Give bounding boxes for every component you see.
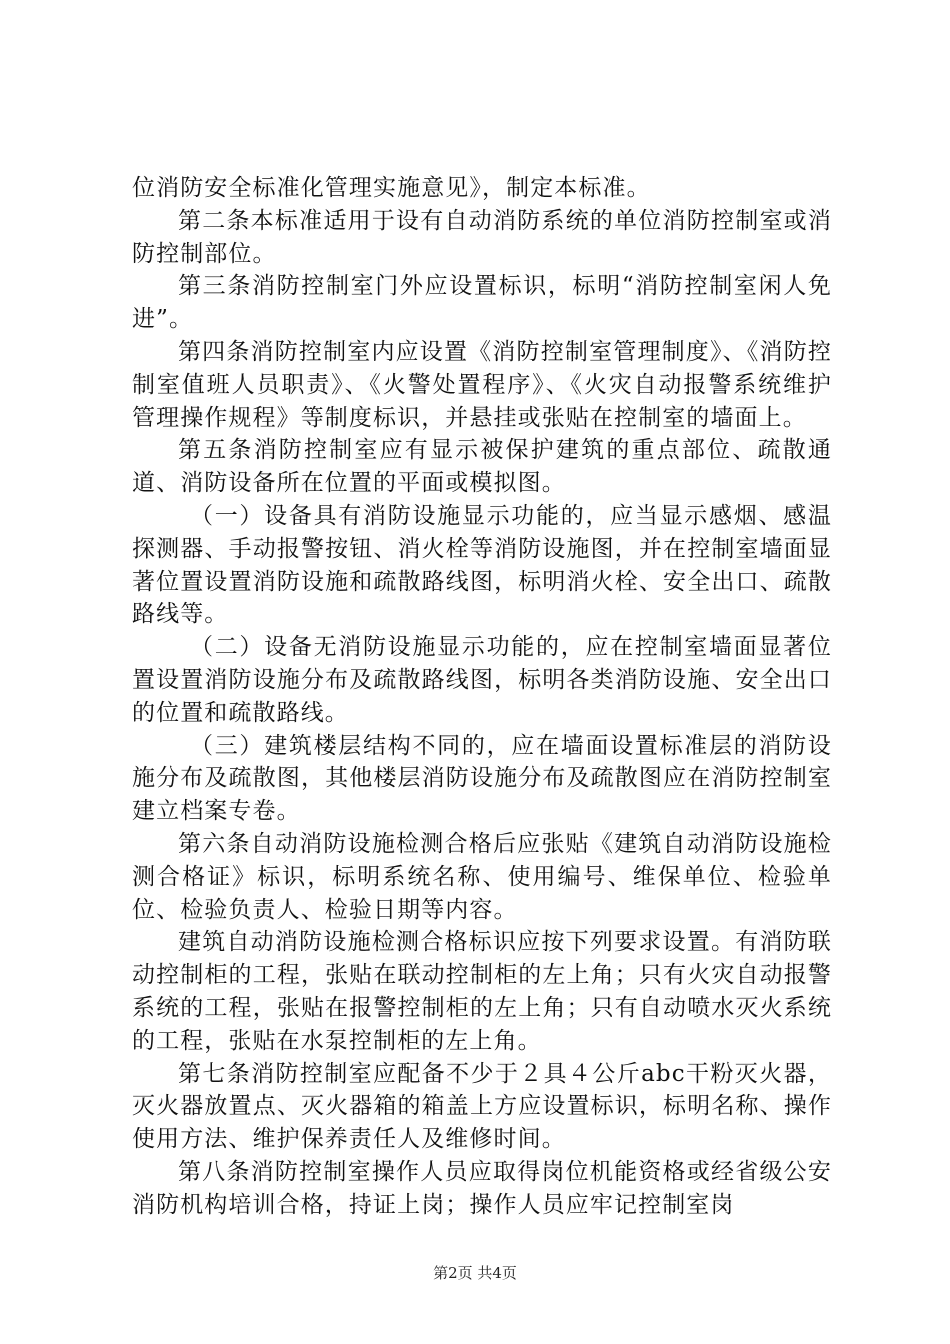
document-body: [132, 172, 832, 1222]
paragraph-article-6-label-rules: 建筑自动消防设施检测合格标识应按下列要求设置。有消防联动控制柜的工程，张贴在联动控制柜的左上角；只有火灾自动报警系统的工程，张贴在报警控制柜的左上角；只有自动喷水灭火系统的工程，张贴在水泵控制柜的左上角。: [132, 929, 832, 1054]
paragraph-item-1: （一）设备具有消防设施显示功能的，应当显示感烟、感温探测器、手动报警按钮、消火栓等消防设施图，并在控制室墙面显著位置设置消防设施和疏散路线图，标明消火栓、安全出口、疏散路线等。: [132, 502, 832, 628]
paragraph-article-4: 第四条消防控制室内应设置《消防控制室管理制度》、《消防控制室值班人员职责》、《火警处置程序》、《火灾自动报警系统维护管理操作规程》等制度标识，并悬挂或张贴在控制室的墙面上。: [132, 338, 832, 431]
paragraph-article-8: 第八条消防控制室操作人员应取得岗位机能资格或经省级公安消防机构培训合格，持证上岗；操作人员应牢记控制室岗: [132, 1158, 832, 1218]
paragraph-article-3: 第三条消防控制室门外应设置标识，标明“消防控制室闲人免进”。: [132, 273, 832, 333]
paragraph-item-2: （二）设备无消防设施显示功能的，应在控制室墙面显著位置设置消防设施分布及疏散路线图，标明各类消防设施、安全出口的位置和疏散路线。: [132, 634, 832, 726]
paragraph-article-2: 第二条本标准适用于设有自动消防系统的单位消防控制室或消防控制部位。: [132, 207, 832, 267]
paragraph-article-5: 第五条消防控制室应有显示被保护建筑的重点部位、疏散通道、消防设备所在位置的平面或模拟图。: [132, 437, 832, 497]
paragraph-item-3: （三）建筑楼层结构不同的，应在墙面设置标准层的消防设施分布及疏散图，其他楼层消防设施分布及疏散图应在消防控制室建立档案专卷。: [132, 732, 832, 825]
paragraph-article-7: 第七条消防控制室应配备不少于２具４公斤abc干粉灭火器，灭火器放置点、灭火器箱的箱盖上方应设置标识，标明名称、操作使用方法、维护保养责任人及维修时间。: [132, 1060, 832, 1153]
page-number-footer: 第2页 共4页: [433, 1264, 517, 1282]
paragraph-article-6: 第六条自动消防设施检测合格后应张贴《建筑自动消防设施检测合格证》标识，标明系统名称、使用编号、维保单位、检验单位、检验负责人、检验日期等内容。: [132, 830, 832, 923]
paragraph-continuation: 位消防安全标准化管理实施意见》，制定本标准。: [132, 175, 651, 201]
